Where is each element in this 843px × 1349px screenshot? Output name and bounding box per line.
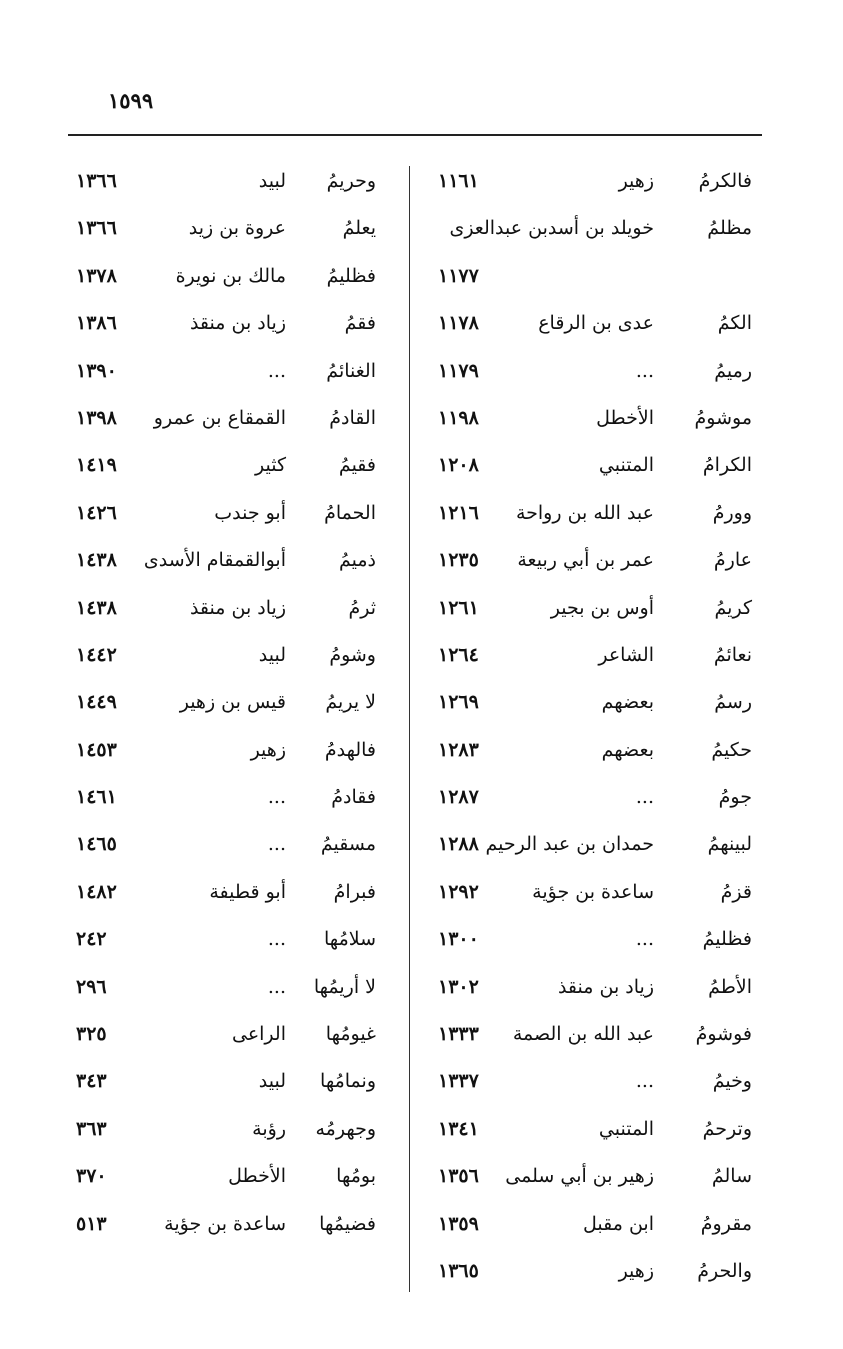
- rhyme-word: موشومُ: [694, 406, 752, 429]
- index-entry: [430, 1108, 752, 1155]
- index-entry: [430, 350, 752, 397]
- index-entry: [430, 681, 752, 728]
- poet-name: ...: [635, 1070, 654, 1093]
- index-entry: [430, 492, 752, 539]
- rhyme-word: جومُ: [718, 786, 752, 809]
- rhyme-word: فضيمُها: [319, 1212, 376, 1235]
- page-reference: ١١٧٨: [438, 312, 479, 335]
- index-entry: [430, 1155, 752, 1202]
- poet-name: خويلد بن أسدبن عبدالعزى: [449, 217, 654, 240]
- page-reference: ٣٤٣: [76, 1070, 107, 1093]
- index-entry: [76, 397, 376, 444]
- page-reference: ١٢٨٣: [438, 738, 479, 761]
- poet-name: أبوالقمقام الأسدى: [143, 549, 286, 572]
- page-reference: ١٣٦٦: [76, 170, 117, 192]
- rhyme-word: بومُها: [336, 1165, 376, 1188]
- page-reference: ١٤١٩: [76, 454, 117, 477]
- rhyme-word: الحمامُ: [324, 501, 376, 524]
- index-entry: [76, 1060, 376, 1107]
- poet-name: زياد بن منقذ: [189, 312, 286, 335]
- page-reference: ١٣٣٧: [438, 1070, 479, 1093]
- rhyme-word: وخيمُ: [712, 1070, 752, 1093]
- page-reference: ١٢٨٨: [438, 833, 479, 856]
- poet-name: الأخطل: [228, 1165, 286, 1188]
- rhyme-word: فظليمُ: [702, 928, 752, 951]
- page-reference: ١٤٤٢: [76, 643, 117, 666]
- page-reference: ١٣٧٨: [76, 264, 117, 287]
- page-reference: ١٣٠٠: [438, 928, 479, 951]
- page-reference: ١١٩٨: [438, 406, 479, 429]
- page-reference: ١٤٦١: [76, 786, 117, 809]
- index-entry: [76, 681, 376, 728]
- poet-name: عبد الله بن الصمة: [512, 1023, 654, 1046]
- left-column: [76, 160, 376, 1250]
- rhyme-word: مسقيمُ: [320, 833, 376, 856]
- rhyme-word: لبينهمُ: [707, 833, 752, 856]
- index-entry: [76, 1155, 376, 1202]
- index-entry: [76, 207, 376, 254]
- index-entry: [76, 492, 376, 539]
- poet-name: الراعى: [231, 1023, 286, 1046]
- poet-name: لبيد: [258, 1070, 286, 1093]
- page-reference: ١٢٣٥: [438, 549, 479, 572]
- rhyme-word: وشومُ: [329, 643, 376, 666]
- page-reference: ١٤٣٨: [76, 549, 117, 572]
- index-entry: [430, 918, 752, 965]
- poet-name: زياد بن منقذ: [189, 596, 286, 619]
- page-reference: ١٤٤٩: [76, 691, 117, 714]
- rhyme-word: يعلمُ: [342, 217, 376, 240]
- page-reference: ٢٩٦: [76, 975, 107, 998]
- poet-name: ...: [267, 975, 286, 998]
- poet-name: ...: [267, 928, 286, 951]
- page-reference: ١٤٦٥: [76, 833, 117, 856]
- poet-name: رؤبة: [252, 1117, 286, 1140]
- poet-name: ابن مقبل: [583, 1212, 654, 1235]
- rhyme-word: عارمُ: [713, 549, 752, 572]
- index-entry: [76, 634, 376, 681]
- rhyme-word: لا أريمُها: [313, 975, 376, 998]
- poet-name: زهير: [618, 1259, 654, 1282]
- rhyme-word: وجهرمُه: [315, 1117, 376, 1140]
- index-entry: [430, 871, 752, 918]
- rhyme-word: فظليمُ: [326, 264, 376, 287]
- page-reference: ٣٢٥: [76, 1023, 107, 1046]
- rhyme-word: ذميمُ: [338, 549, 376, 572]
- rhyme-word: ونمامُها: [320, 1070, 376, 1093]
- rhyme-word: وترحمُ: [702, 1117, 752, 1140]
- page-reference: ١٢٨٧: [438, 786, 479, 809]
- index-entry: [430, 397, 752, 444]
- poet-name: المتنبي: [598, 454, 654, 477]
- rhyme-word: فالهدمُ: [324, 738, 376, 761]
- index-entry: [76, 350, 376, 397]
- rhyme-word: غيومُها: [325, 1023, 376, 1046]
- page-reference: ١٤٨٢: [76, 880, 117, 903]
- poet-name: عمر بن أبي ربيعة: [517, 549, 654, 572]
- page-reference: ٣٧٠: [76, 1165, 107, 1188]
- index-entry: [430, 729, 752, 776]
- page-reference: ٢٤٢: [76, 928, 107, 951]
- page-reference: ١٢٦٩: [438, 691, 479, 714]
- page-reference: ١٣٠٢: [438, 975, 479, 998]
- page-reference: ١٢٠٨: [438, 454, 479, 477]
- page-reference: ٣٦٣: [76, 1117, 107, 1140]
- rhyme-word: رسمُ: [714, 691, 752, 714]
- page-reference: ١٣٥٦: [438, 1165, 479, 1188]
- rhyme-word: الغنائمُ: [326, 359, 376, 382]
- rhyme-word: القادمُ: [329, 406, 376, 429]
- right-column: [430, 160, 752, 1297]
- page-reference: ١٤٥٣: [76, 738, 117, 761]
- header-rule: [68, 134, 762, 136]
- poet-name: الشاعر: [598, 643, 654, 666]
- poet-name: زهير: [618, 170, 654, 192]
- poet-name: عبد الله بن رواحة: [515, 501, 654, 524]
- poet-name: عدى بن الرقاع: [538, 312, 654, 335]
- rhyme-word: ثرمُ: [348, 596, 376, 619]
- index-entry: [430, 539, 752, 586]
- poet-name: ...: [635, 786, 654, 809]
- index-entry: [76, 1108, 376, 1155]
- page-reference: ١٣٩٨: [76, 406, 117, 429]
- index-entry: [76, 776, 376, 823]
- rhyme-word: فقمُ: [344, 312, 376, 335]
- index-entry: [76, 539, 376, 586]
- index-entry: [76, 444, 376, 491]
- index-entry: [430, 255, 752, 302]
- poet-name: بعضهم: [601, 691, 654, 714]
- rhyme-word: كريمُ: [714, 596, 752, 619]
- poet-name: ...: [635, 359, 654, 382]
- index-entry: [76, 918, 376, 965]
- page-reference: ١٢٦٤: [438, 643, 479, 666]
- rhyme-word: فبرامُ: [333, 880, 376, 903]
- index-entry: [430, 823, 752, 870]
- rhyme-word: الكرامُ: [702, 454, 752, 477]
- page-reference: ١٢١٦: [438, 501, 479, 524]
- index-entry: [76, 966, 376, 1013]
- page-reference: ١٣٨٦: [76, 312, 117, 335]
- page-reference: ١٣٥٩: [438, 1212, 479, 1235]
- index-entry: [430, 587, 752, 634]
- page-reference: ١١٧٩: [438, 359, 479, 382]
- page-reference: ١٢٦١: [438, 596, 479, 619]
- page-reference: ١٤٢٦: [76, 501, 117, 524]
- page-reference: ١٤٣٨: [76, 596, 117, 619]
- poet-name: بعضهم: [601, 738, 654, 761]
- rhyme-word: فالكرمُ: [698, 170, 752, 192]
- index-entry: [430, 634, 752, 681]
- page-reference: ١٣٣٣: [438, 1023, 479, 1046]
- rhyme-word: سلامُها: [324, 928, 376, 951]
- rhyme-word: مظلمُ: [707, 217, 752, 240]
- column-divider: [409, 166, 410, 1292]
- rhyme-word: نعائمُ: [713, 643, 752, 666]
- poet-name: القمقاع بن عمرو: [153, 406, 286, 429]
- rhyme-word: لا يريمُ: [325, 691, 376, 714]
- rhyme-word: رميمُ: [714, 359, 752, 382]
- poet-name: لبيد: [258, 170, 286, 192]
- page-reference: ١٣٩٠: [76, 359, 117, 382]
- poet-name: ...: [267, 786, 286, 809]
- index-entry: [430, 966, 752, 1013]
- index-entry: [76, 160, 376, 207]
- poet-name: ساعدة بن جؤية: [532, 880, 654, 903]
- rhyme-word: قزمُ: [720, 880, 752, 903]
- poet-name: أبو جندب: [214, 501, 286, 524]
- index-entry: [430, 207, 752, 254]
- index-entry: [430, 1250, 752, 1297]
- index-entry: [430, 1013, 752, 1060]
- poet-name: كثير: [255, 454, 286, 477]
- index-entry: [76, 1013, 376, 1060]
- rhyme-word: مقرومُ: [700, 1212, 752, 1235]
- index-entry: [430, 160, 752, 207]
- poet-name: زهير بن أبي سلمى: [505, 1165, 654, 1188]
- index-entry: [76, 1203, 376, 1250]
- poet-name: زياد بن منقذ: [557, 975, 654, 998]
- rhyme-word: فقادمُ: [331, 786, 376, 809]
- rhyme-word: سالمُ: [711, 1165, 752, 1188]
- rhyme-word: الأطمُ: [708, 975, 752, 998]
- index-entry: [76, 302, 376, 349]
- index-entry: [76, 871, 376, 918]
- poet-name: الأخطل: [596, 406, 654, 429]
- poet-name: زهير: [250, 738, 286, 761]
- poet-name: قيس بن زهير: [179, 691, 286, 714]
- index-entry: [430, 776, 752, 823]
- rhyme-word: الكمُ: [717, 312, 752, 335]
- poet-name: لبيد: [258, 643, 286, 666]
- rhyme-word: حكيمُ: [711, 738, 752, 761]
- rhyme-word: وورمُ: [712, 501, 752, 524]
- poet-name: ...: [635, 928, 654, 951]
- page-reference: ١٣٦٥: [438, 1259, 479, 1282]
- poet-name: مالك بن نويرة: [175, 264, 286, 287]
- poet-name: عروة بن زيد: [188, 217, 286, 240]
- index-entry: [430, 444, 752, 491]
- poet-name: أبو قطيفة: [209, 880, 286, 903]
- poet-name: ساعدة بن جؤية: [164, 1212, 286, 1235]
- rhyme-word: وحريمُ: [326, 170, 376, 192]
- index-entry: [430, 1203, 752, 1250]
- poet-name: المتنبي: [598, 1117, 654, 1140]
- page-reference: ٥١٣: [76, 1212, 107, 1235]
- index-entry: [76, 587, 376, 634]
- rhyme-word: فقيمُ: [338, 454, 376, 477]
- index-entry: [430, 302, 752, 349]
- index-entry: [430, 1060, 752, 1107]
- index-entry: [76, 823, 376, 870]
- page-reference: ١١٦١: [438, 170, 479, 192]
- poet-name: ...: [267, 359, 286, 382]
- poet-name: أوس بن بجير: [550, 596, 654, 619]
- rhyme-word: فوشومُ: [695, 1023, 752, 1046]
- index-entry: [76, 729, 376, 776]
- page-reference: ١٢٩٢: [438, 880, 479, 903]
- page-reference: ١٣٤١: [438, 1117, 479, 1140]
- page-number: ١٥٩٩: [108, 88, 154, 113]
- poet-name: حمدان بن عبد الرحيم: [485, 833, 654, 856]
- index-entry: [76, 255, 376, 302]
- page-reference: ١٣٦٦: [76, 217, 117, 240]
- page-reference: ١١٧٧: [438, 264, 479, 287]
- poet-name: ...: [267, 833, 286, 856]
- rhyme-word: والحرمُ: [697, 1259, 752, 1282]
